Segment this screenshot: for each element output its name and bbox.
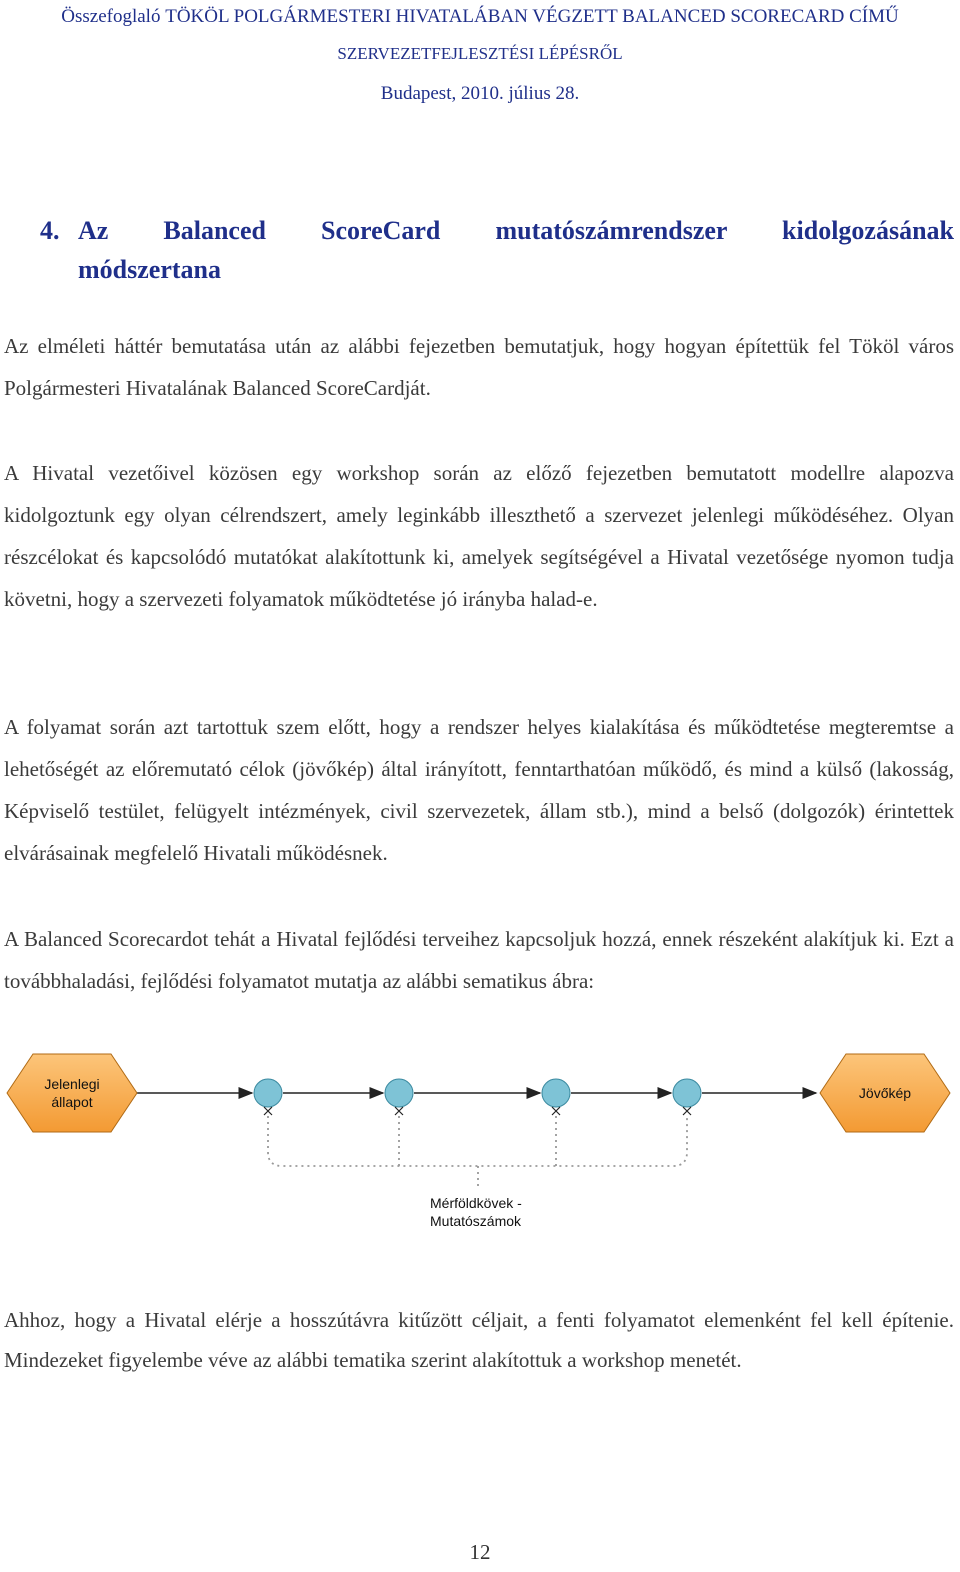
milestone-node-4 — [673, 1079, 701, 1107]
paragraph-1: Az elméleti háttér bemutatása után az alábbi fejezetben bemutatjuk, hogy hogyan építettük fel Tököl város Polgármesteri Hivatalának Balanced ScoreCardját. — [4, 334, 954, 400]
process-diagram — [0, 1040, 960, 1240]
paragraph-2: A Hivatal vezetőivel közösen egy workshop során az előző fejezetben bemutatott modellre alapozva kidolgoztunk egy olyan célrendszert, amely leginkább illeszthető a szervezet jelenlegi működéséhez. Olyan részcélokat és kapcsolódó mutatókat alakítottunk ki, amelyek segítségével a Hivatal vezetősége nyomon tudja követni, hogy a szervezeti folyamatok működtetése jó irányba halad-e. — [4, 461, 954, 611]
paragraph-5: Ahhoz, hogy a Hivatal elérje a hosszútávra kitűzött céljait, a fenti folyamatot elemenként fel kell építenie. Mindezeket figyelembe véve az alábbi tematika szerint alakítottuk a workshop menetét. — [4, 1308, 954, 1372]
node-markers — [264, 1107, 691, 1115]
header-line-1 — [0, 6, 960, 28]
paragraph-3: A folyamat során azt tartottuk szem előtt, hogy a rendszer helyes kialakítása és működtetése megteremtse a lehetőségét az előremutató célok (jövőkép) által irányított, fenntarthatóan működő, és mind a külső (lakosság, Képviselő testület, felügyelt intézmények, civil szervezetek, állam stb.), mind a belső (dolgozók) érintettek elvárásainak megfelelő Hivatali működésnek. — [4, 715, 954, 865]
milestone-bracket — [268, 1116, 687, 1188]
start-label-line-2: állapot — [51, 1094, 93, 1110]
start-hexagon — [7, 1054, 137, 1132]
page-number: 12 — [469, 1540, 491, 1564]
header-date: Budapest, 2010. július 28. — [380, 83, 580, 104]
header-title: TÖKÖL POLGÁRMESTERI HIVATALÁBAN VÉGZETT BALANCED SCORECARD CÍMŰ — [165, 6, 899, 27]
start-label-line-1: Jelenlegi — [44, 1076, 100, 1092]
section-title-line-1: Az Balanced ScoreCard mutatószámrendszer kidolgozásának — [78, 216, 954, 245]
milestones-label-line-1: Mérföldkövek - — [430, 1195, 522, 1211]
section-number: 4. — [40, 216, 60, 245]
paragraph-4: A Balanced Scorecardot tehát a Hivatal fejlődési terveihez kapcsoljuk hozzá, ennek részeként alakítjuk ki. Ezt a továbbhaladási, fejlődési folyamatot mutatja az alábbi sematikus ábra: — [4, 927, 954, 993]
milestones-label-line-2: Mutatószámok — [430, 1213, 522, 1229]
end-label: Jövőkép — [858, 1085, 912, 1101]
header-line-2: SZERVEZETFEJLESZTÉSI LÉPÉSRŐL — [337, 44, 623, 63]
section-title-line-2: módszertana — [78, 255, 221, 284]
milestone-node-1 — [254, 1079, 282, 1107]
milestone-node-3 — [542, 1079, 570, 1107]
header-prefix: Összefoglaló — [61, 6, 161, 27]
milestone-node-2 — [385, 1079, 413, 1107]
